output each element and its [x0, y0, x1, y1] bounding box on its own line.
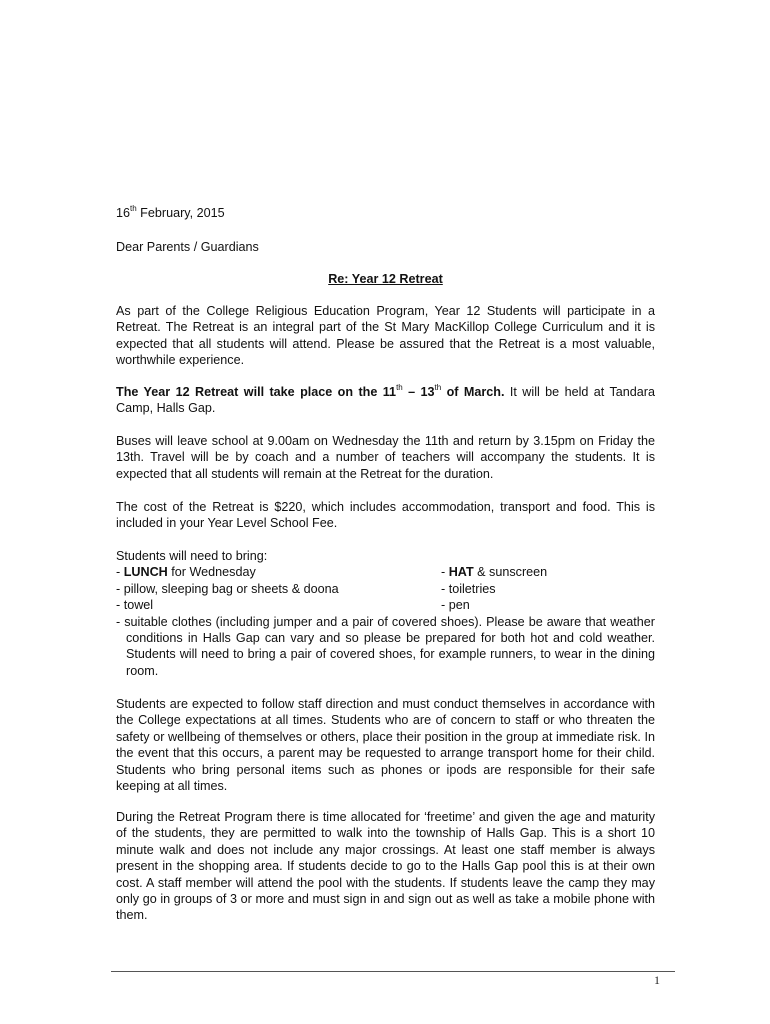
dates-rest: It will be held at Tandara Camp, Halls Gap.: [116, 385, 655, 416]
bring-item-rest: for Wednesday: [167, 565, 256, 580]
paragraph-freetime: During the Retreat Program there is time allocated for ‘freetime’ and given the age and maturity of the students, they are permitted to walk into the township of Halls Gap. This is a short 10 minute walk and does not include any major crossings. At least one staff member is always present in the shopping area. If students decide to go to the Halls Gap pool this is at their own cost. A staff member will attend the pool with the students. If students leave the camp they may only go in groups of 3 or more and must sign in and sign out as well as take a mobile phone with them.: [116, 810, 655, 923]
page-number: 1: [654, 973, 660, 987]
bullet-prefix: -: [116, 565, 124, 580]
bullet-prefix: -: [441, 565, 449, 580]
paragraph-cost: The cost of the Retreat is $220, which includes accommodation, transport and food. This is included in your Year Level School Fee.: [116, 500, 655, 531]
bring-row: [116, 581, 655, 597]
bring-item-bedding: - pillow, sleeping bag or sheets & doona: [116, 581, 339, 596]
bring-row: [116, 564, 655, 580]
bring-item-towel: - towel: [116, 598, 154, 613]
paragraph-dates: [116, 384, 655, 417]
bring-item-bold: LUNCH: [123, 565, 168, 580]
paragraph-buses: Buses will leave school at 9.00am on Wednesday the 11th and return by 3.15pm on Friday the 13th. Travel will be by coach and a number of teachers will accompany the students. It is expected that all students will remain at the Retreat for the duration.: [116, 434, 655, 481]
subject-line: Re: Year 12 Retreat: [328, 272, 443, 286]
date-suffix: th: [130, 203, 137, 213]
date-rest: February, 2015: [136, 206, 225, 220]
bring-row: [116, 597, 655, 613]
dates-bold-a: The Year 12 Retreat will take place on the 11: [116, 385, 397, 399]
bring-item-hat: [441, 564, 655, 580]
letter-date: [116, 205, 655, 221]
dates-sup-b: th: [434, 382, 442, 392]
paragraph-intro: As part of the College Religious Education Program, Year 12 Students will participate in a Retreat. The Retreat is an integral part of the St Mary MacKillop College Curriculum and it is expected that all students will attend. Please be assured that the Retreat is a most valuable, worthwhile experience.: [116, 304, 655, 368]
bring-item-clothes: - suitable clothes (including jumper and a pair of covered shoes). Please be aware that weather conditions in Halls Gap can vary and so please be prepared for both hot and cold weather. Students will need to bring a pair of covered shoes, for example runners, to wear in the dining room.: [116, 614, 655, 678]
paragraph-conduct: Students are expected to follow staff direction and must conduct themselves in accordance with the College expectations at all times. Students who are of concern to staff or who threaten the safety or wellbeing of themselves or others, place their position in the group at immediate risk. In the event that this occurs, a parent may be requested to arrange transport home for their child. Students who bring personal items such as phones or ipods are responsible for their safe keeping at all times.: [116, 697, 655, 794]
bring-intro: Students will need to bring:: [116, 549, 268, 563]
dates-bold-b: – 13: [402, 385, 435, 399]
dates-bold-c: of March.: [441, 385, 505, 399]
bring-item-toiletries: - toiletries: [441, 581, 496, 596]
bring-list: [116, 548, 655, 679]
footer-divider: [111, 971, 675, 972]
date-day: 16: [116, 206, 131, 220]
bring-item-lunch: [116, 564, 441, 580]
bring-item-pen: - pen: [441, 598, 470, 613]
dates-sup-a: th: [396, 382, 403, 392]
salutation: Dear Parents / Guardians: [116, 240, 259, 254]
bring-item-bold: HAT: [448, 565, 474, 580]
bring-item-rest: & sunscreen: [473, 565, 548, 580]
